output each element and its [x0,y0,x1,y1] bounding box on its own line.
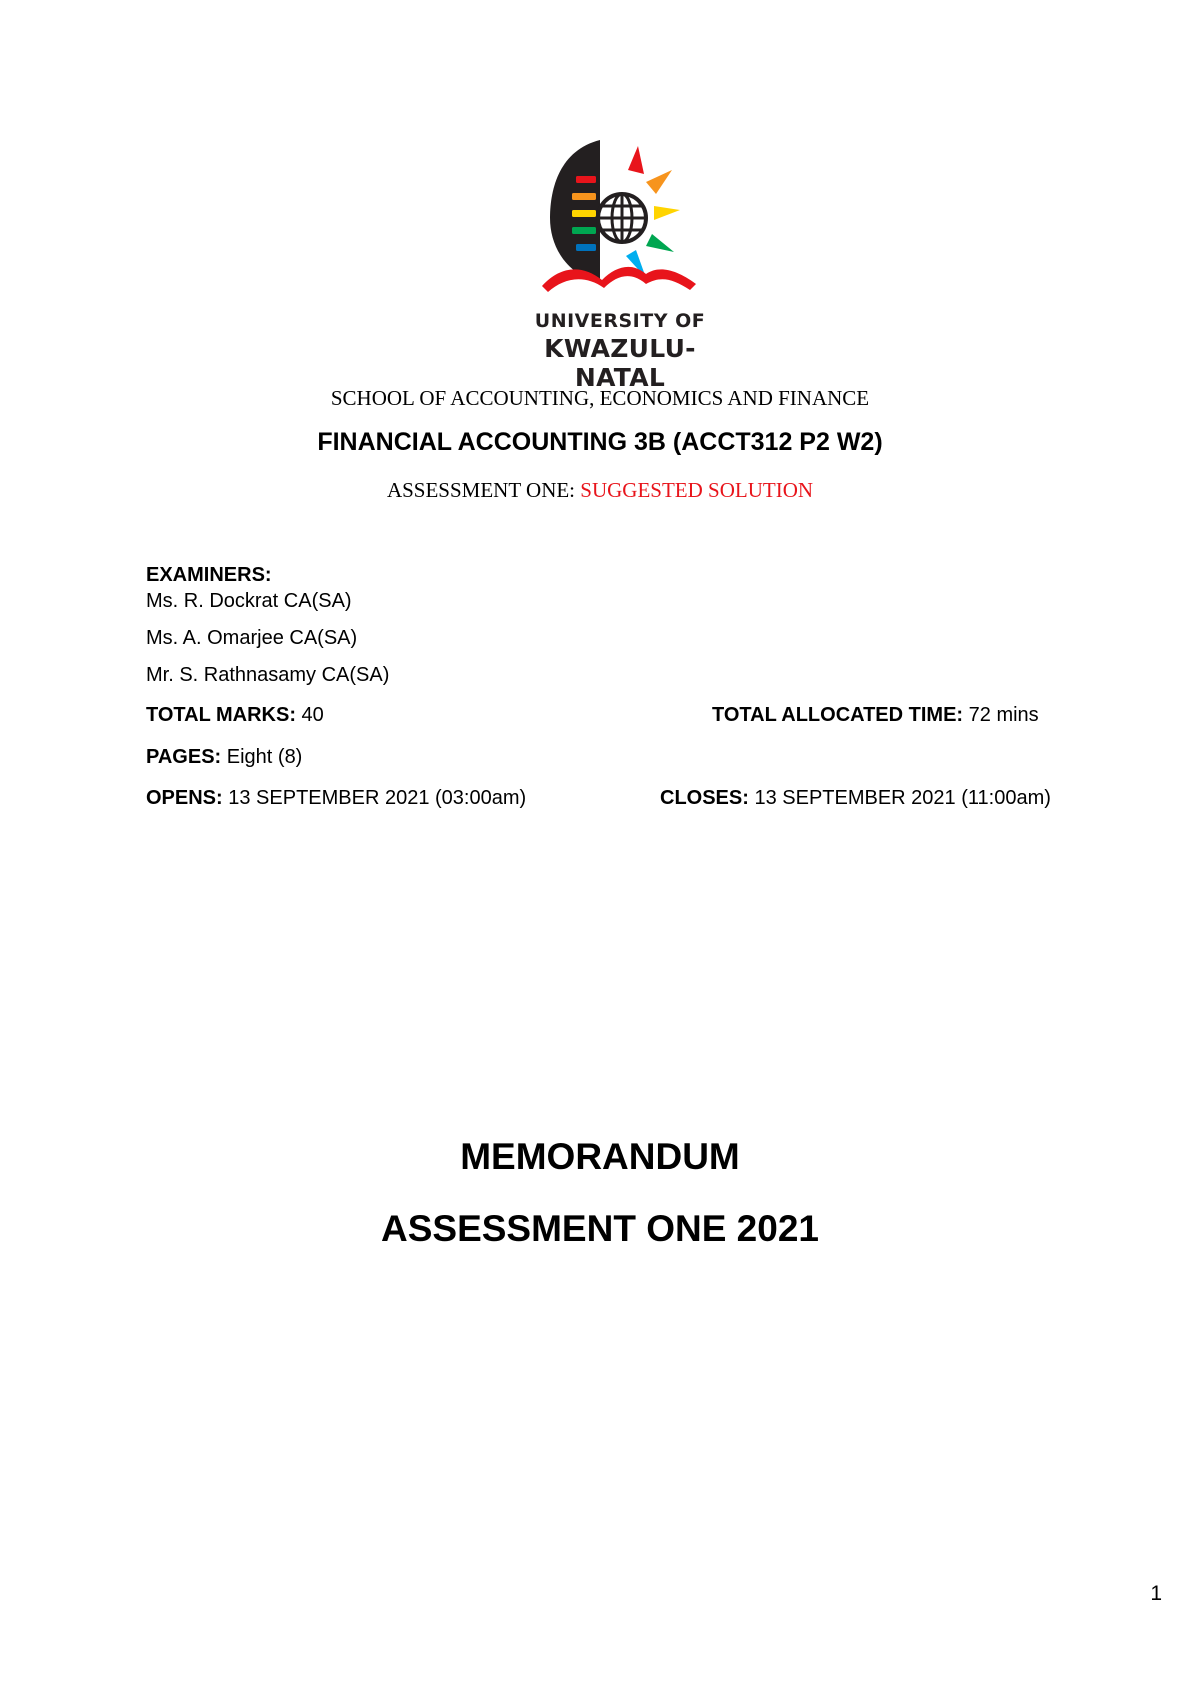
examiner-name: Ms. R. Dockrat CA(SA) [146,590,352,612]
university-logo [520,138,720,392]
logo-kwazulu-natal-text: KWAZULU-NATAL [544,334,696,392]
assessment-heading [0,478,1200,503]
opens [146,787,526,810]
total-allocated-time [712,704,1039,727]
memorandum-title: MEMORANDUM [460,1136,740,1177]
closes-value: 13 SEPTEMBER 2021 (11:00am) [748,787,1051,809]
page-number: 1 [1150,1582,1162,1605]
closes-label: CLOSES: [660,787,749,809]
total-marks [146,704,324,727]
course-title: FINANCIAL ACCOUNTING 3B (ACCT312 P2 W2) [317,428,883,456]
opens-label: OPENS: [146,787,223,809]
total-marks-label: TOTAL MARKS: [146,704,296,726]
examiners-label: EXAMINERS: [146,564,272,586]
pages-value: Eight (8) [221,746,303,768]
total-marks-value: 40 [296,704,324,726]
opens-value: 13 SEPTEMBER 2021 (03:00am) [222,787,527,809]
examiner-name: Ms. A. Omarjee CA(SA) [146,627,358,649]
pages [146,746,302,769]
school-name: SCHOOL OF ACCOUNTING, ECONOMICS AND FINANCE [330,386,870,410]
assessment-prefix: ASSESSMENT ONE: [386,478,581,502]
suggested-solution-label: SUGGESTED SOLUTION [580,478,814,502]
ukzn-shield-icon [520,138,720,308]
logo-university-of-text: UNIVERSITY OF [534,310,706,332]
time-value: 72 mins [963,704,1039,726]
pages-label: PAGES: [146,746,222,768]
closes [660,787,1051,810]
time-label: TOTAL ALLOCATED TIME: [712,704,964,726]
memorandum-subtitle: ASSESSMENT ONE 2021 [381,1208,819,1249]
examiner-name: Mr. S. Rathnasamy CA(SA) [146,664,390,686]
